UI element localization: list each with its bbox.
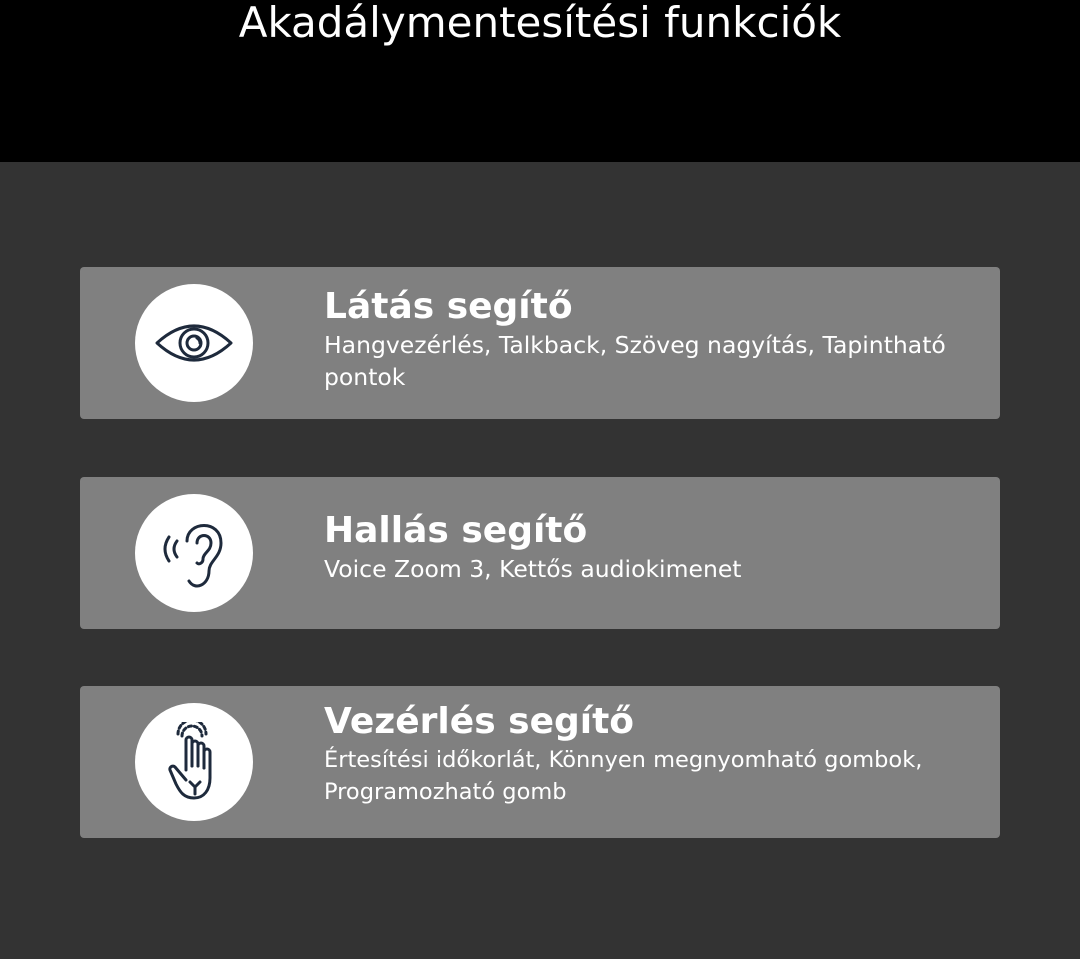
hand-touch-icon [164, 722, 224, 802]
feature-description: Értesítési időkorlát, Könnyen megnyomható gombok, Programozható gomb [324, 747, 923, 805]
icon-badge [135, 284, 253, 402]
header-bar [0, 0, 1080, 162]
feature-description: Hangvezérlés, Talkback, Szöveg nagyítás, Tapintható pontok [324, 331, 946, 391]
ear-icon [159, 513, 229, 593]
feature-text [324, 285, 1000, 393]
icon-badge [135, 703, 253, 821]
feature-description: Voice Zoom 3, Kettős audiokimenet [324, 555, 742, 583]
eye-icon [154, 321, 234, 365]
feature-title: Hallás segítő [324, 510, 588, 551]
page-title: Akadálymentesítési funkciók [238, 0, 842, 47]
feature-list [0, 162, 1080, 959]
feature-title: Látás segítő [324, 286, 573, 327]
feature-card-vision[interactable] [80, 267, 1000, 419]
feature-title: Vezérlés segítő [324, 701, 635, 742]
feature-text [324, 700, 1000, 808]
icon-badge [135, 494, 253, 612]
feature-card-hearing[interactable] [80, 477, 1000, 629]
feature-text [324, 509, 1000, 585]
feature-card-control[interactable] [80, 686, 1000, 838]
